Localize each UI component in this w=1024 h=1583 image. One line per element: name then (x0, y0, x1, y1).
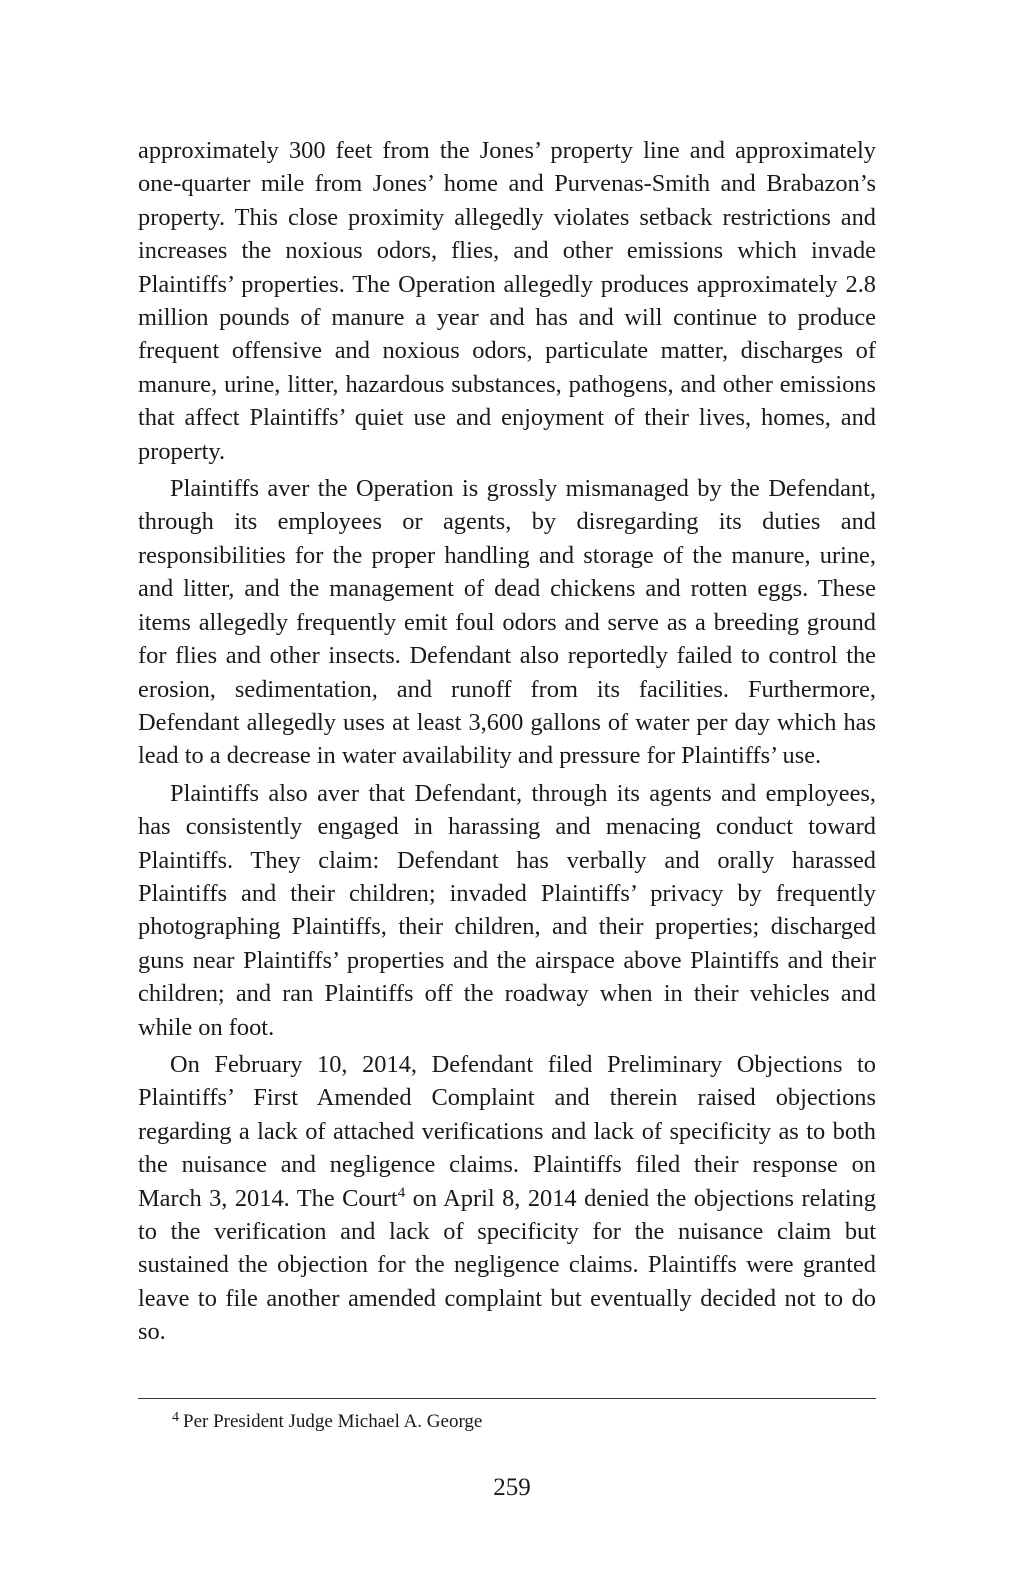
footnote-reference: 4 (397, 1184, 406, 1201)
paragraph-mismanagement: Plaintiffs aver the Operation is grossly mismanaged by the Defendant, through its employees or agents, by disregarding its duties and responsibilities for the proper handling and storage of the manure, urine, and litter, and the management of dead chickens and rotten eggs. These items allegedly frequently emit foul odors and serve as a breeding ground for flies and other insects. Defendant also reportedly failed to control the erosion, sedimentation, and runoff from its facilities. Furthermore, Defendant allegedly uses at least 3,600 gallons of water per day which has lead to a decrease in water availability and pressure for Plaintiffs’ use. (138, 475, 876, 770)
footnote-number: 4 (172, 1410, 179, 1425)
page-number: 259 (493, 1474, 531, 1501)
paragraph-text-before-footnote: On February 10, 2014, Defendant filed Preliminary Objections to Plaintiffs’ First Amended Complaint and therein raised objections regarding a lack of attached verifications and lack of specificity as to both the nuisance and negligence claims. Plaintiffs filed their response on March 3, 2014. The Court (138, 1050, 876, 1212)
page-body (138, 134, 876, 1353)
paragraph-continued: approximately 300 feet from the Jones’ property line and approximately one-quarter mile from Jones’ home and Purvenas-Smith and Brabazon’s property. This close proximity allegedly violates setback restrictions and increases the noxious odors, flies, and other emissions which invade Plaintiffs’ properties. The Operation allegedly produces approximately 2.8 million pounds of manure a year and has and will continue to produce frequent offensive and noxious odors, particulate matter, discharges of manure, urine, litter, hazardous substances, pathogens, and other emissions that affect Plaintiffs’ quiet use and enjoyment of their lives, homes, and property. (138, 137, 876, 465)
paragraph-preliminary-objections (138, 1048, 876, 1349)
paragraph-text-after-footnote: on April 8, 2014 denied the objections relating to the verification and lack of specificity for the nuisance claim but sustained the objection for the negligence claims. Plaintiffs were granted leave to file another amended complaint but eventually decided not to do so. (138, 1184, 876, 1346)
footnote (172, 1409, 482, 1435)
paragraph-harassment: Plaintiffs also aver that Defendant, through its agents and employees, has consistently engaged in harassing and menacing conduct toward Plaintiffs. They claim: Defendant has verbally and orally harassed Plaintiffs and their children; invaded Plaintiffs’ privacy by frequently photographing Plaintiffs, their children, and their properties; discharged guns near Plaintiffs’ properties and the airspace above Plaintiffs and their children; and ran Plaintiffs off the roadway when in their vehicles and while on foot. (138, 779, 876, 1041)
footnote-divider (138, 1398, 876, 1399)
footnote-text: Per President Judge Michael A. George (183, 1411, 483, 1432)
